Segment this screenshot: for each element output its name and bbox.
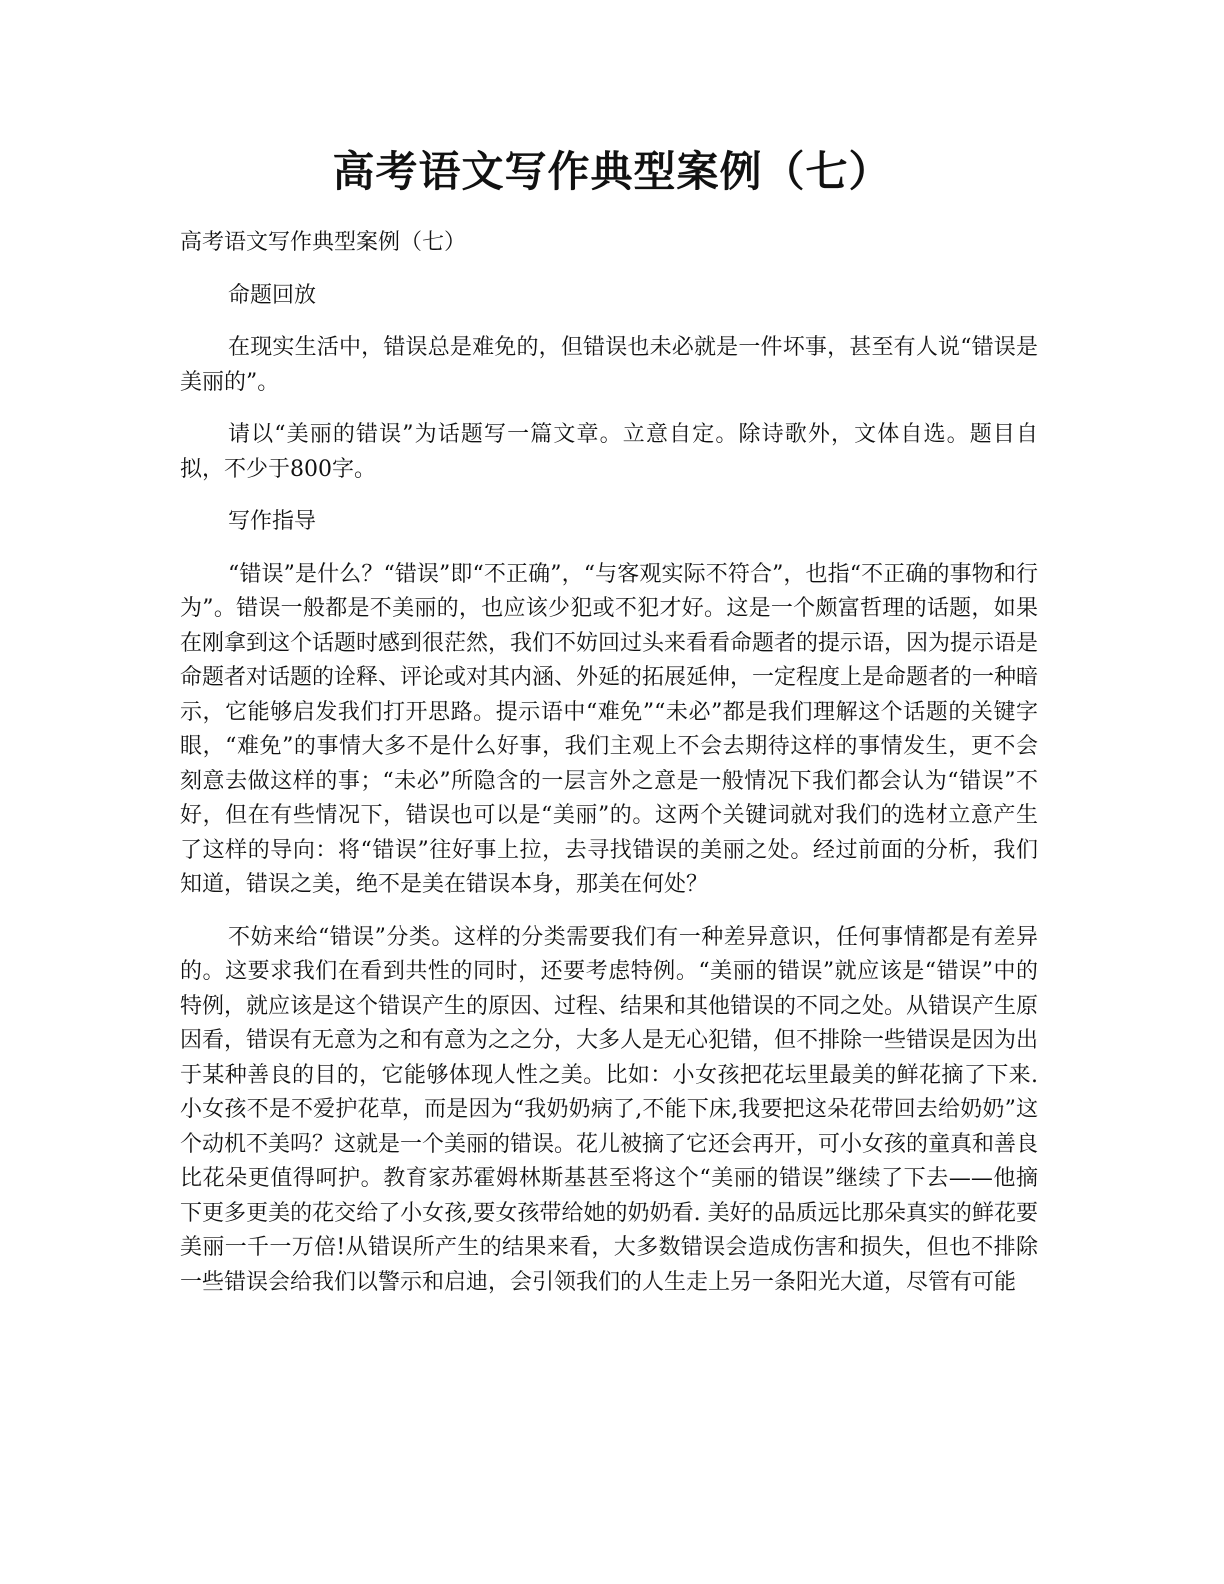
- prompt-paragraph: 在现实生活中，错误总是难免的，但错误也未必就是一件坏事，甚至有人说“错误是美丽的”。: [180, 335, 1038, 395]
- guidance-paragraph-2: 不妨来给“错误”分类。这样的分类需要我们有一种差异意识，任何事情都是有差异的。这要求我们在看到共性的同时，还要考虑特例。“美丽的错误”就应该是“错误”中的特例，就应该是这个错误产生的原因、过程、结果和其他错误的不同之处。从错误产生原因看，错误有无意为之和有意为之之分，大多人是无心犯错，但不排除一些错误是因为出于某种善良的目的，它能够体现人性之美。比如：小女孩把花坛里最美的鲜花摘了下来.小女孩不是不爱护花草，而是因为“我奶奶病了,不能下床,我要把这朵花带回去给奶奶”这个动机不美吗？这就是一个美丽的错误。花儿被摘了它还会再开，可小女孩的童真和善良比花朵更值得呵护。教育家苏霍姆林斯基甚至将这个“美丽的错误”继续了下去——他摘下更多更美的花交给了小女孩,要女孩带给她的奶奶看. 美好的品质远比那朵真实的鲜花要美丽一千一万倍!从错误所产生的结果来看，大多数错误会造成伤害和损失，但也不排除一些错误会给我们以警示和启迪，会引领我们的人生走上另一条阳光大道，尽管有可能: [180, 924, 1039, 1295]
- section-heading-prompt: 命题回放: [228, 282, 317, 308]
- subtitle-line: 高考语文写作典型案例（七）: [180, 230, 467, 255]
- task-paragraph: 请以“美丽的错误”为话题写一篇文章。立意自定。除诗歌外，文体自选。题目自拟，不少于800字。: [180, 422, 1038, 482]
- section-heading-guidance: 写作指导: [228, 509, 317, 534]
- guidance-paragraph-1: “错误”是什么？“错误”即“不正确”，“与客观实际不符合”，也指“不正确的事物和行为”。错误一般都是不美丽的，也应该少犯或不犯才好。这是一个颇富哲理的话题，如果在刚拿到这个话题时感到很茫然，我们不妨回过头来看看命题者的提示语，因为提示语是命题者对话题的诠释、评论或对其内涵、外延的拓展延伸，一定程度上是命题者的一种暗示，它能够启发我们打开思路。提示语中“难免”“未必”都是我们理解这个话题的关键字眼，“难免”的事情大多不是什么好事，我们主观上不会去期待这样的事情发生，更不会刻意去做这样的事；“未必”所隐含的一层言外之意是一般情况下我们都会认为“错误”不好，但在有些情况下，错误也可以是“美丽”的。这两个关键词就对我们的选材立意产生了这样的导向：将“错误”往好事上拉，去寻找错误的美丽之处。经过前面的分析，我们知道，错误之美，绝不是美在错误本身，那美在何处？: [180, 561, 1039, 897]
- document-title: 高考语文写作典型案例（七）: [332, 147, 892, 196]
- document-body: [180, 226, 1038, 1318]
